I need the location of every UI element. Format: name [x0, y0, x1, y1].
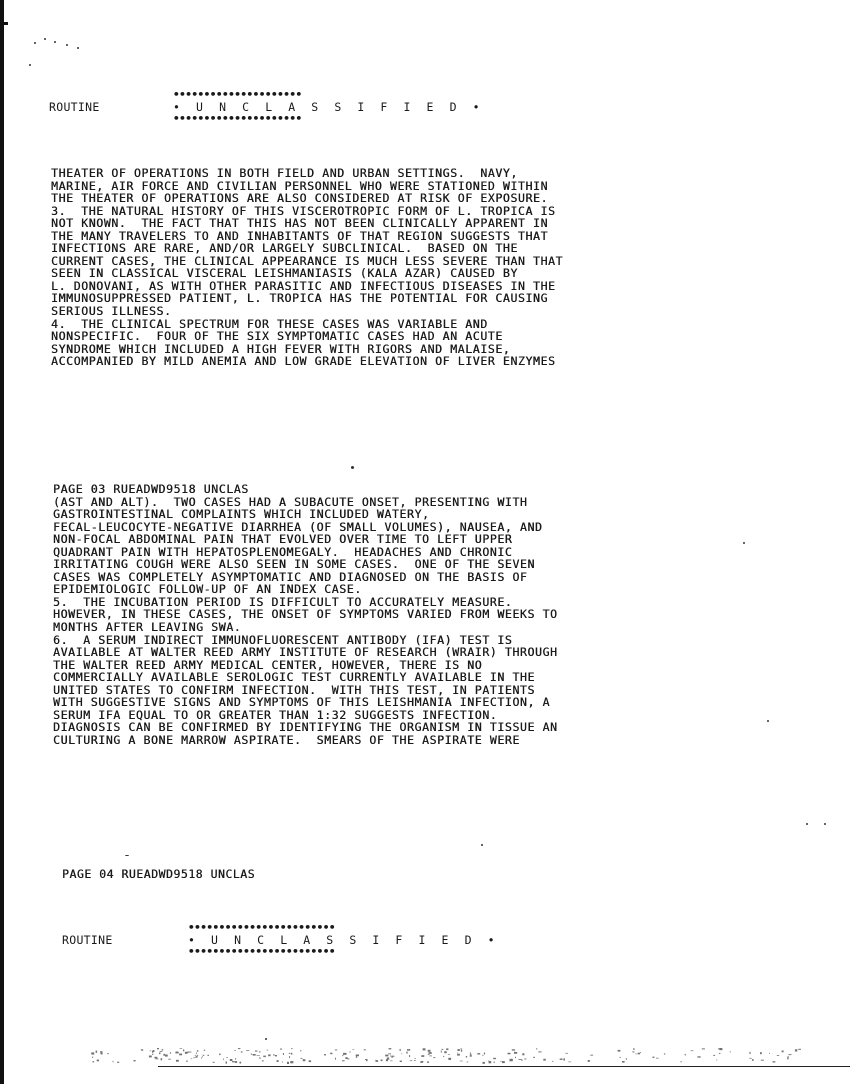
noise-speck [590, 1055, 593, 1056]
noise-speck [280, 1048, 281, 1050]
noise-speck [640, 1052, 641, 1053]
noise-speck [149, 1056, 152, 1058]
noise-speck [197, 1050, 199, 1051]
noise-speck [782, 1051, 784, 1053]
text-line: COMMERCIALLY AVAILABLE SEROLOGIC TEST CURRENTLY AVAILABLE IN THE [53, 670, 535, 685]
noise-speck [366, 1059, 368, 1061]
noise-speck [493, 1058, 496, 1059]
noise-speck [268, 1054, 270, 1056]
noise-speck [219, 1054, 221, 1056]
noise-speck [263, 1056, 266, 1058]
noise-speck [635, 1054, 637, 1055]
noise-speck [303, 1059, 306, 1061]
noise-speck [414, 1060, 416, 1061]
text-line: 4. THE CLINICAL SPECTRUM FOR THESE CASES WAS VARIABLE AND [51, 316, 488, 331]
scan-speck [29, 64, 31, 66]
text-line: L. DONOVANI, AS WITH OTHER PARASITIC AND INFECTIOUS DISEASES IN THE [51, 278, 556, 293]
noise-speck [423, 1048, 426, 1050]
noise-speck [349, 1052, 350, 1053]
scan-speck [806, 823, 808, 825]
noise-speck [691, 1050, 694, 1051]
noise-speck [187, 1052, 189, 1053]
scan-speck [481, 844, 483, 846]
noise-speck [444, 1051, 446, 1053]
noise-speck [267, 1050, 269, 1051]
noise-speck [107, 1053, 108, 1054]
noise-speck [208, 1055, 209, 1056]
scan-speck [351, 466, 354, 469]
noise-speck [433, 1057, 435, 1058]
noise-speck [719, 1053, 720, 1054]
noise-speck [195, 1055, 196, 1056]
noise-speck [134, 1060, 136, 1061]
noise-speck [400, 1049, 401, 1051]
text-line: THEATER OF OPERATIONS IN BOTH FIELD AND URBAN SETTINGS. NAVY, [51, 166, 518, 180]
noise-speck [97, 1060, 99, 1062]
noise-speck [300, 1050, 301, 1051]
noise-speck [482, 1055, 484, 1056]
noise-speck [538, 1051, 541, 1052]
noise-speck [201, 1058, 202, 1059]
footer-classification-dots-top: •••••••••••••••••••••••• [188, 921, 335, 934]
noise-speck [291, 1048, 293, 1049]
noise-speck [113, 1061, 114, 1063]
text-line: DIAGNOSIS CAN BE CONFIRMED BY IDENTIFYING THE ORGANISM IN TISSUE AN [53, 720, 558, 735]
noise-speck [330, 1053, 332, 1055]
noise-speck [461, 1050, 462, 1052]
noise-speck [156, 1058, 159, 1059]
scan-speck [34, 42, 36, 44]
noise-speck [356, 1056, 357, 1058]
noise-speck [400, 1061, 402, 1062]
noise-speck [259, 1051, 261, 1052]
noise-speck [157, 1048, 159, 1049]
noise-speck [773, 1061, 776, 1062]
noise-speck [442, 1049, 444, 1050]
noise-speck [335, 1058, 336, 1060]
noise-speck [533, 1057, 535, 1058]
noise-speck [282, 1061, 283, 1062]
noise-speck [277, 1060, 279, 1062]
noise-speck [483, 1062, 485, 1064]
header-classification-block [49, 89, 484, 125]
text-line: MONTHS AFTER LEAVING SWA. [53, 620, 242, 635]
text-line: SERIOUS ILLNESS. [51, 304, 172, 319]
scan-speck [125, 855, 129, 856]
noise-speck [324, 1054, 326, 1055]
noise-speck [788, 1054, 791, 1055]
noise-speck [522, 1053, 524, 1055]
noise-speck [93, 1061, 95, 1062]
text-line: NOT KNOWN. THE FACT THAT THIS HAS NOT BEEN CLINICALLY APPARENT IN [51, 216, 548, 231]
noise-speck [246, 1050, 249, 1051]
noise-speck [251, 1054, 252, 1055]
noise-speck [191, 1059, 193, 1060]
noise-speck [230, 1059, 233, 1061]
noise-speck [713, 1055, 715, 1056]
noise-speck [202, 1056, 203, 1057]
text-line: 3. THE NATURAL HISTORY OF THIS VISCEROTROPIC FORM OF L. TROPICA IS [51, 203, 556, 218]
noise-speck [414, 1058, 416, 1059]
scan-speck [743, 542, 745, 544]
noise-speck [448, 1058, 451, 1060]
noise-speck [524, 1059, 526, 1060]
noise-speck [798, 1049, 801, 1050]
noise-speck [238, 1048, 241, 1049]
noise-speck [477, 1053, 480, 1054]
noise-speck [702, 1048, 705, 1049]
noise-speck [163, 1054, 165, 1056]
noise-speck [633, 1048, 634, 1050]
noise-speck [345, 1057, 347, 1059]
noise-speck [622, 1061, 625, 1063]
noise-speck [170, 1052, 171, 1054]
noise-speck [251, 1054, 252, 1055]
noise-speck [385, 1055, 388, 1057]
noise-speck [653, 1057, 655, 1058]
noise-speck [429, 1052, 432, 1054]
noise-speck [389, 1048, 392, 1049]
noise-speck [168, 1059, 171, 1060]
noise-speck [716, 1060, 717, 1061]
noise-speck [223, 1059, 224, 1060]
text-line: CULTURING A BONE MARROW ASPIRATE. SMEARS OF THE ASPIRATE WERE [53, 732, 520, 747]
scan-speck [767, 720, 769, 722]
noise-speck [515, 1057, 516, 1058]
noise-speck [235, 1061, 237, 1063]
noise-speck [401, 1053, 402, 1054]
noise-speck [235, 1058, 236, 1059]
noise-speck [153, 1050, 155, 1052]
text-line: CASES WAS COMPLETELY ASYMPTOMATIC AND DIAGNOSED ON THE BASIS OF [53, 569, 528, 584]
noise-speck [289, 1053, 291, 1054]
scan-speck [54, 41, 56, 43]
noise-speck [409, 1055, 410, 1057]
noise-speck [749, 1052, 750, 1054]
text-line: 5. THE INCUBATION PERIOD IS DIFFICULT TO ACCURATELY MEASURE. [53, 594, 513, 609]
text-line: PAGE 03 RUEADWD9518 UNCLAS [53, 482, 249, 496]
noise-speck [448, 1054, 450, 1055]
noise-speck [253, 1054, 256, 1056]
noise-speck [588, 1060, 590, 1062]
noise-speck [407, 1049, 410, 1051]
noise-speck [275, 1055, 277, 1056]
noise-speck [632, 1051, 634, 1052]
noise-speck [552, 1061, 553, 1062]
noise-speck [204, 1050, 205, 1051]
text-line: FECAL-LEUCOCYTE-NEGATIVE DIARRHEA (OF SMALL VOLUMES), NAUSEA, AND [53, 519, 543, 534]
noise-speck [795, 1049, 797, 1051]
noise-speck [101, 1053, 103, 1055]
scan-speck [265, 1038, 267, 1040]
noise-speck [152, 1054, 153, 1055]
text-line: NONSPECIFIC. FOUR OF THE SIX SYMPTOMATIC CASES HAD AN ACUTE [51, 329, 503, 344]
noise-speck [568, 1062, 571, 1063]
noise-speck [760, 1052, 762, 1054]
noise-speck [460, 1049, 462, 1050]
noise-speck [626, 1058, 627, 1060]
footer-routine-label: ROUTINE [62, 933, 113, 947]
noise-speck [429, 1056, 432, 1057]
noise-speck [536, 1048, 537, 1049]
noise-speck [342, 1060, 345, 1061]
noise-speck [443, 1056, 444, 1057]
noise-speck [510, 1059, 513, 1061]
noise-speck [343, 1053, 346, 1055]
noise-speck [618, 1050, 621, 1052]
noise-speck [180, 1048, 183, 1049]
noise-speck [390, 1061, 392, 1062]
noise-speck [186, 1061, 187, 1062]
noise-speck [235, 1050, 236, 1051]
classification-dots-bottom: ••••••••••••••••••••• [173, 112, 302, 125]
noise-speck [390, 1056, 391, 1057]
text-line: MARINE, AIR FORCE AND CIVILIAN PERSONNEL WHO WERE STATIONED WITHIN [51, 178, 548, 193]
noise-speck [446, 1048, 448, 1050]
noise-speck [241, 1051, 243, 1052]
noise-speck [427, 1061, 429, 1063]
noise-speck [376, 1060, 379, 1062]
noise-speck [410, 1060, 413, 1061]
noise-speck [196, 1056, 198, 1058]
scan-speck [44, 38, 46, 40]
noise-speck [787, 1057, 788, 1059]
noise-speck [386, 1059, 388, 1061]
noise-speck [681, 1061, 682, 1062]
noise-speck [484, 1053, 485, 1055]
classification-banner [173, 89, 484, 125]
noise-speck [283, 1053, 284, 1055]
noise-speck [160, 1051, 163, 1052]
text-line: THE THEATER OF OPERATIONS ARE ALSO CONSIDERED AT RISK OF EXPOSURE. [51, 191, 548, 206]
noise-speck [213, 1062, 215, 1063]
page-border-notch [0, 22, 8, 25]
text-line: SERUM IFA EQUAL TO OR GREATER THAN 1:32 SUGGESTS INFECTION. [53, 707, 498, 722]
noise-speck [273, 1054, 274, 1055]
noise-speck [388, 1053, 391, 1054]
text-line: NON-FOCAL ABDOMINAL PAIN THAT EVOLVED OVER TIME TO LEFT UPPER [53, 532, 513, 547]
body-text-section-1 [51, 167, 563, 368]
noise-speck [141, 1050, 143, 1051]
text-line: THE MANY TRAVELERS TO AND INHABITANTS OF THAT REGION SUGGESTS THAT [51, 228, 548, 243]
noise-speck [494, 1062, 495, 1063]
noise-speck [226, 1062, 227, 1064]
noise-speck [565, 1053, 568, 1054]
text-line: AVAILABLE AT WALTER REED ARMY INSTITUTE OF RESEARCH (WRAIR) THROUGH [53, 645, 558, 660]
noise-speck [91, 1052, 94, 1054]
text-line: ACCOMPANIED BY MILD ANEMIA AND LOW GRADE ELEVATION OF LIVER ENZYMES [51, 354, 556, 369]
noise-speck [226, 1057, 227, 1058]
footer-classification-banner [188, 922, 499, 958]
noise-speck [421, 1055, 424, 1057]
noise-speck [262, 1060, 264, 1061]
noise-speck [502, 1061, 505, 1063]
page-footer-line: PAGE 04 RUEADWD9518 UNCLAS [62, 867, 256, 881]
scan-speck [77, 47, 79, 49]
noise-speck [428, 1054, 430, 1055]
noise-speck [161, 1058, 163, 1060]
noise-speck [342, 1055, 343, 1056]
text-line: CURRENT CASES, THE CLINICAL APPEARANCE IS MUCH LESS SEVERE THAN THAT [51, 253, 564, 268]
noise-speck [718, 1048, 721, 1049]
text-line: (AST AND ALT). TWO CASES HAD A SUBACUTE ONSET, PRESENTING WITH [53, 494, 528, 509]
noise-speck [257, 1055, 260, 1056]
noise-speck [421, 1061, 423, 1062]
text-line: GASTROINTESTINAL COMPLAINTS WHICH INCLUDED WATERY, [53, 507, 430, 522]
noise-speck [752, 1059, 754, 1061]
noise-speck [466, 1056, 467, 1058]
noise-speck [240, 1062, 242, 1064]
noise-speck [193, 1058, 196, 1059]
noise-speck [788, 1056, 789, 1057]
noise-speck [697, 1056, 700, 1057]
noise-speck [664, 1053, 665, 1054]
noise-speck [441, 1051, 442, 1053]
routine-label: ROUTINE [49, 100, 100, 114]
noise-speck [543, 1059, 546, 1061]
noise-speck [175, 1052, 178, 1054]
text-line: UNITED STATES TO CONFIRM INFECTION. WITH THIS TEST, IN PATIENTS [53, 682, 535, 697]
noise-speck [150, 1051, 152, 1052]
noise-speck [638, 1053, 641, 1055]
classification-dots-top: ••••••••••••••••••••• [173, 88, 302, 101]
noise-speck [203, 1055, 205, 1056]
noise-speck [508, 1053, 511, 1055]
noise-speck [685, 1054, 686, 1056]
text-line: INFECTIONS ARE RARE, AND/OR LARGELY SUBCLINICAL. BASED ON THE [51, 241, 518, 256]
noise-speck [356, 1055, 359, 1057]
text-line: WITH SUGGESTIVE SIGNS AND SYMPTOMS OF THIS LEISHMANIA INFECTION, A [53, 695, 550, 710]
noise-speck [470, 1052, 471, 1054]
noise-speck [176, 1060, 179, 1062]
noise-speck [196, 1053, 197, 1054]
noise-speck [620, 1057, 621, 1058]
noise-speck [154, 1057, 157, 1059]
noise-speck [100, 1051, 102, 1053]
noise-speck [159, 1053, 161, 1055]
noise-speck [117, 1062, 119, 1063]
footer-classification-text: • U N C L A S S I F I E D • [188, 933, 500, 947]
noise-speck [518, 1059, 521, 1060]
scan-speck [66, 44, 68, 46]
noise-speck [232, 1061, 235, 1062]
text-line: EPIDEMIOLOGIC FOLLOW-UP OF AN INDEX CASE. [53, 582, 362, 597]
noise-speck [165, 1055, 168, 1057]
text-line: SYNDROME WHICH INCLUDED A HIGH FEVER WITH RIGORS AND MALAISE, [51, 341, 511, 356]
noise-speck [656, 1058, 659, 1059]
noise-speck [96, 1051, 98, 1053]
noise-speck [457, 1054, 460, 1056]
footer-classification-block [62, 922, 499, 958]
noise-speck [769, 1053, 770, 1054]
noise-speck [364, 1049, 366, 1050]
text-line: HOWEVER, IN THESE CASES, THE ONSET OF SYMPTOMS VARIED FROM WEEKS TO [53, 607, 558, 622]
classification-text: • U N C L A S S I F I E D • [173, 100, 485, 114]
noise-speck [460, 1061, 463, 1062]
noise-speck [179, 1054, 182, 1056]
noise-speck [300, 1058, 302, 1059]
noise-speck [352, 1049, 354, 1050]
noise-speck [162, 1049, 164, 1050]
noise-speck [470, 1055, 472, 1056]
noise-speck [459, 1049, 460, 1050]
noise-speck [290, 1061, 293, 1063]
noise-speck [92, 1057, 93, 1058]
body-text-section-2 [53, 483, 558, 746]
noise-speck [761, 1060, 764, 1061]
text-line: THE WALTER REED ARMY MEDICAL CENTER, HOWEVER, THERE IS NO [53, 657, 483, 672]
noise-speck [514, 1052, 515, 1054]
noise-speck [501, 1061, 502, 1062]
noise-speck [289, 1056, 290, 1058]
noise-speck [489, 1061, 492, 1063]
page-left-border [0, 0, 4, 1084]
noise-speck [512, 1049, 515, 1050]
noise-speck [197, 1055, 199, 1056]
noise-speck [392, 1056, 393, 1058]
noise-speck [563, 1058, 565, 1060]
noise-speck [730, 1052, 731, 1053]
noise-speck [259, 1057, 260, 1059]
noise-speck [467, 1062, 469, 1063]
noise-speck [560, 1059, 563, 1060]
noise-speck [287, 1062, 289, 1064]
noise-speck [335, 1050, 338, 1051]
text-line: IMMUNOSUPPRESSED PATIENT, L. TROPICA HAS THE POTENTIAL FOR CAUSING [51, 291, 548, 306]
noise-speck [457, 1053, 458, 1054]
scan-speck [824, 823, 826, 825]
text-line: IRRITATING COUGH WERE ALSO SEEN IN SOME CASES. ONE OF THE SEVEN [53, 557, 535, 572]
noise-speck [309, 1060, 312, 1062]
noise-speck [406, 1052, 407, 1054]
bottom-rule [158, 1066, 850, 1067]
text-line: QUADRANT PAIN WITH HEPATOSPLENOMEGALY. HEADACHES AND CHRONIC [53, 544, 513, 559]
noise-speck [777, 1055, 779, 1056]
noise-speck [291, 1053, 292, 1055]
text-line: 6. A SERUM INDIRECT IMMUNOFLUORESCENT ANTIBODY (IFA) TEST IS [53, 632, 513, 647]
noise-speck [183, 1050, 184, 1052]
footer-classification-dots-bottom: •••••••••••••••••••••••• [188, 945, 335, 958]
noise-speck [749, 1058, 752, 1059]
scan-noise-strip [90, 1048, 810, 1064]
text-line: SEEN IN CLASSICAL VISCERAL LEISHMANIASIS (KALA AZAR) CAUSED BY [51, 266, 518, 281]
noise-speck [381, 1060, 383, 1062]
noise-speck [189, 1052, 192, 1053]
noise-speck [255, 1051, 258, 1052]
noise-speck [428, 1050, 431, 1052]
